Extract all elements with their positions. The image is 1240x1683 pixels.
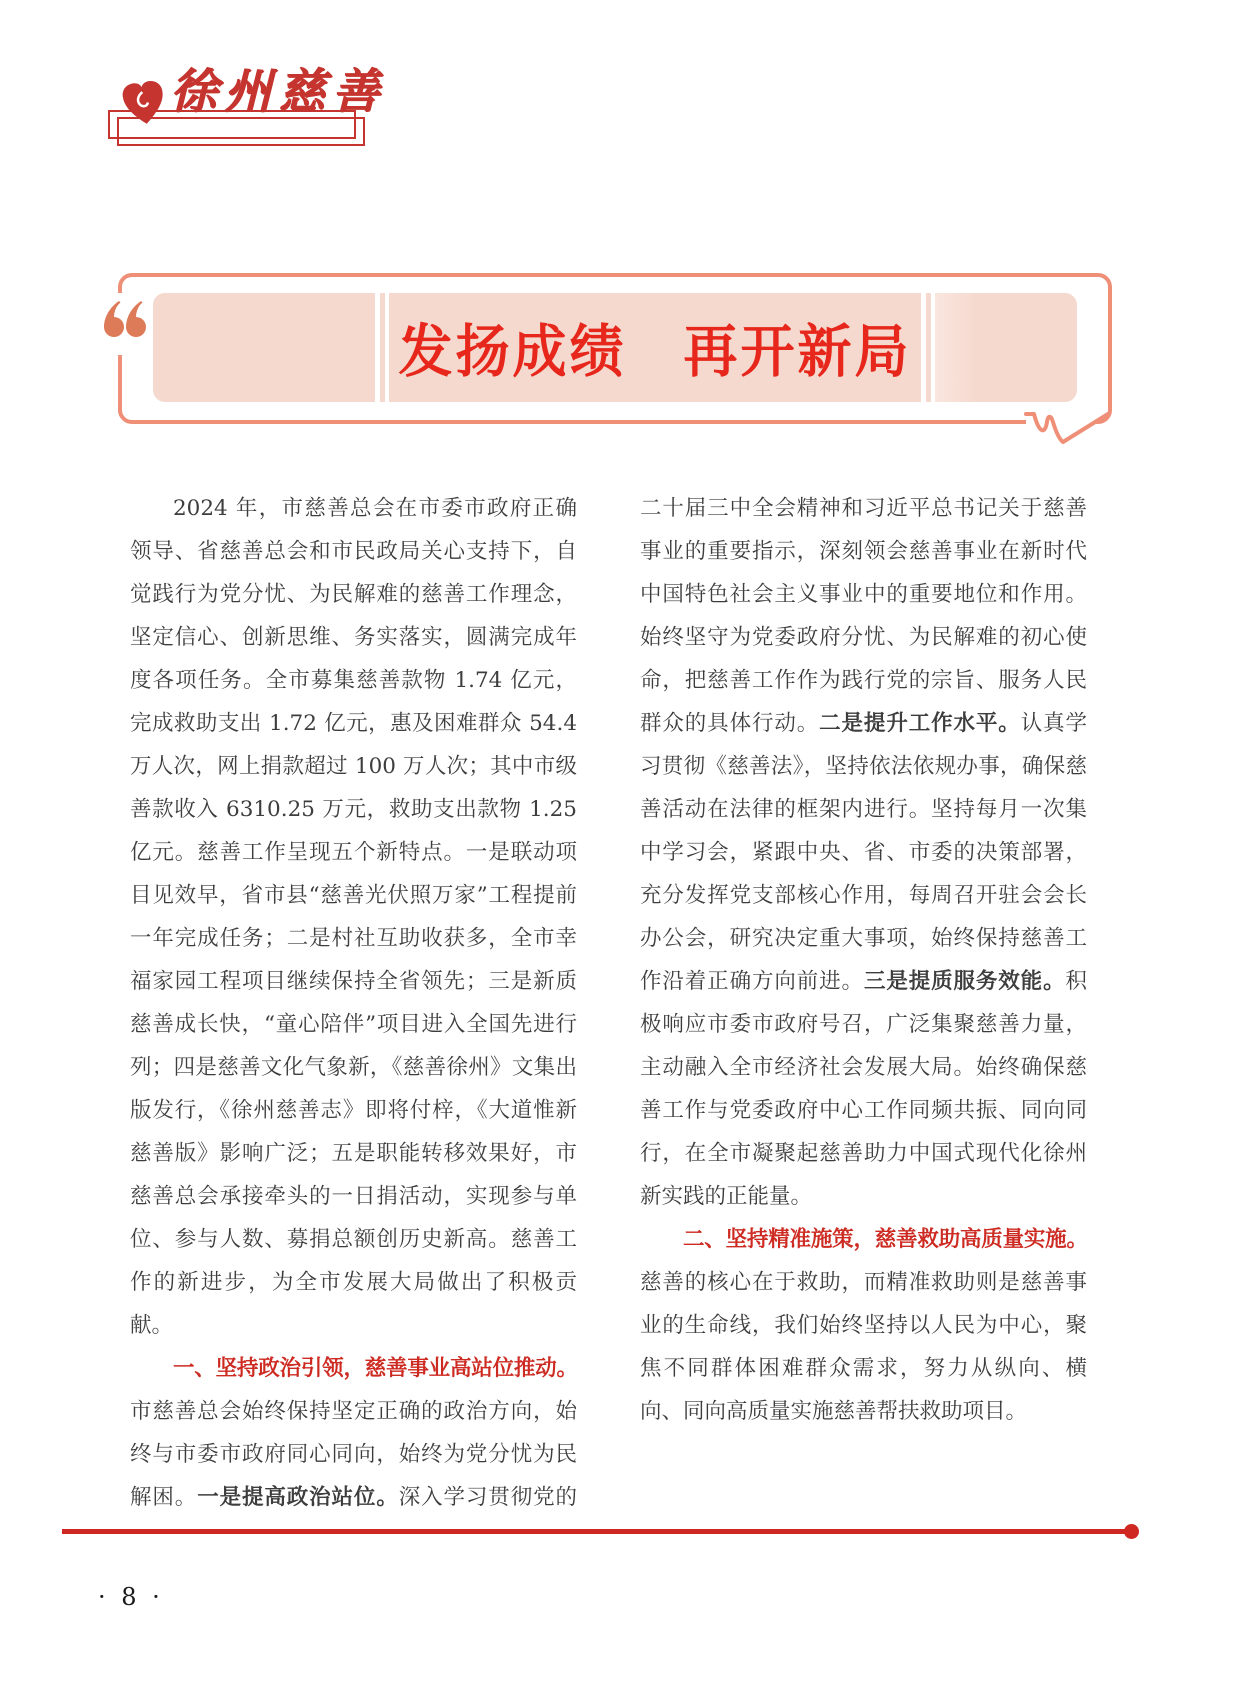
footer-rule <box>62 1529 1130 1534</box>
footer-rule-dot <box>1124 1524 1139 1539</box>
banner-strip-left <box>153 293 375 402</box>
banner-strip-right <box>935 293 1077 402</box>
section-1-text-c: 认真学习贯彻《慈善法》，坚持依法依规办事，确保慈善活动在法律的框架内进行。坚持每月一次集中学习会，紧跟中央、省、市委的决策部署，充分发挥党支部核心作用，每周召开驻会会长办公会，研究决定重大事项，始终保持慈善工作沿着正确方向前进。 <box>640 711 1087 994</box>
article-body <box>130 487 1087 1531</box>
section-1-text-d: 积极响应市委市政府号召，广泛集聚慈善力量，主动融入全市经济社会发展大局。始终确保慈善工作与党委政府中心工作同频共振、同向同行，在全市凝聚起慈善助力中国式现代化徐州新实践的正能量。 <box>640 969 1087 1209</box>
section-1-subpoint-2: 二是提升工作水平。 <box>819 711 1021 736</box>
speech-bubble-tail <box>1024 408 1112 450</box>
title-banner <box>118 273 1112 424</box>
section-1-subpoint-3: 三是提质服务效能。 <box>863 969 1066 994</box>
intro-text: 2024 年，市慈善总会在市委市政府正确领导、省慈善总会和市民政局关心支持下，自觉践行为党分忧、为民解难的慈善工作理念，坚定信心、创新思维、务实落实，圆满完成年度各项任务。全市募集慈善款物 1.74 亿元，完成救助支出 1.72 亿元，惠及困难群众 54.4 万人次，网上捐款超过 100 万人次；其中市级善款收入 6310.25 万元，救助支出款物 1.25 亿元。慈善工作呈现五个新特点。一是联动项目见效早，省市县“慈善光伏照万家”工程提前一年完成任务；二是村社互助收获多，全市幸福家园工程项目继续保持全省领先；三是新质慈善成长快，“童心陪伴”项目进入全国先进行列；四是慈善文化气象新，《慈善徐州》文集出版发行，《徐州慈善志》即将付梓，《大道惟新慈善版》影响广泛；五是职能转移效果好，市慈善总会承接牵头的一日捐活动，实现参与单位、参与人数、募捐总额创历史新高。慈善工作的新进步，为全市发展大局做出了积极贡献。 <box>130 496 577 1338</box>
masthead <box>0 0 600 170</box>
section-2-text: 慈善的核心在于救助，而精准救助则是慈善事业的生命线，我们始终坚持以人民为中心，聚焦不同群体困难群众需求，努力从纵向、横向、同向高质量实施慈善帮扶救助项目。 <box>640 1270 1087 1424</box>
magazine-logo-text: 徐州慈善 <box>170 64 386 119</box>
article-title: 发扬成绩 再开新局 <box>398 318 912 385</box>
open-quote-mark <box>98 293 150 355</box>
section-2-heading: 二、坚持精准施策，慈善救助高质量实施。 <box>683 1227 1087 1252</box>
banner-strip-divider <box>921 293 935 402</box>
quote-icon <box>101 299 147 345</box>
banner-strip <box>153 293 1077 402</box>
paragraph-intro <box>130 487 577 1347</box>
section-1-text-a: 市慈善总会始终保持坚定正确的政治方向，始终与市委市政府同心同向，始终为党分忧为民解困。 <box>130 1399 577 1510</box>
paragraph-section-2 <box>640 1218 1087 1433</box>
section-1-text-b: 深入学习贯彻党的二十届三中全会精神和习近平总书记关于慈善事业的重要指示，深刻领会慈善事业在新时代中国特色社会主义事业中的重要地位和作用。始终坚守为党委政府分忧、为民解难的初心使命，把慈善工作作为践行党的宗旨、服务人民群众的具体行动。 <box>398 496 1087 1510</box>
banner-strip-middle <box>389 293 921 402</box>
section-1-subpoint-1: 一是提高政治站位。 <box>197 1485 399 1510</box>
magazine-logo <box>122 64 386 128</box>
banner-strip-divider <box>375 293 389 402</box>
section-1-heading: 一、坚持政治引领，慈善事业高站位推动。 <box>173 1356 577 1381</box>
heart-flame-icon <box>122 80 166 128</box>
page-number: · 8 · <box>98 1583 164 1611</box>
